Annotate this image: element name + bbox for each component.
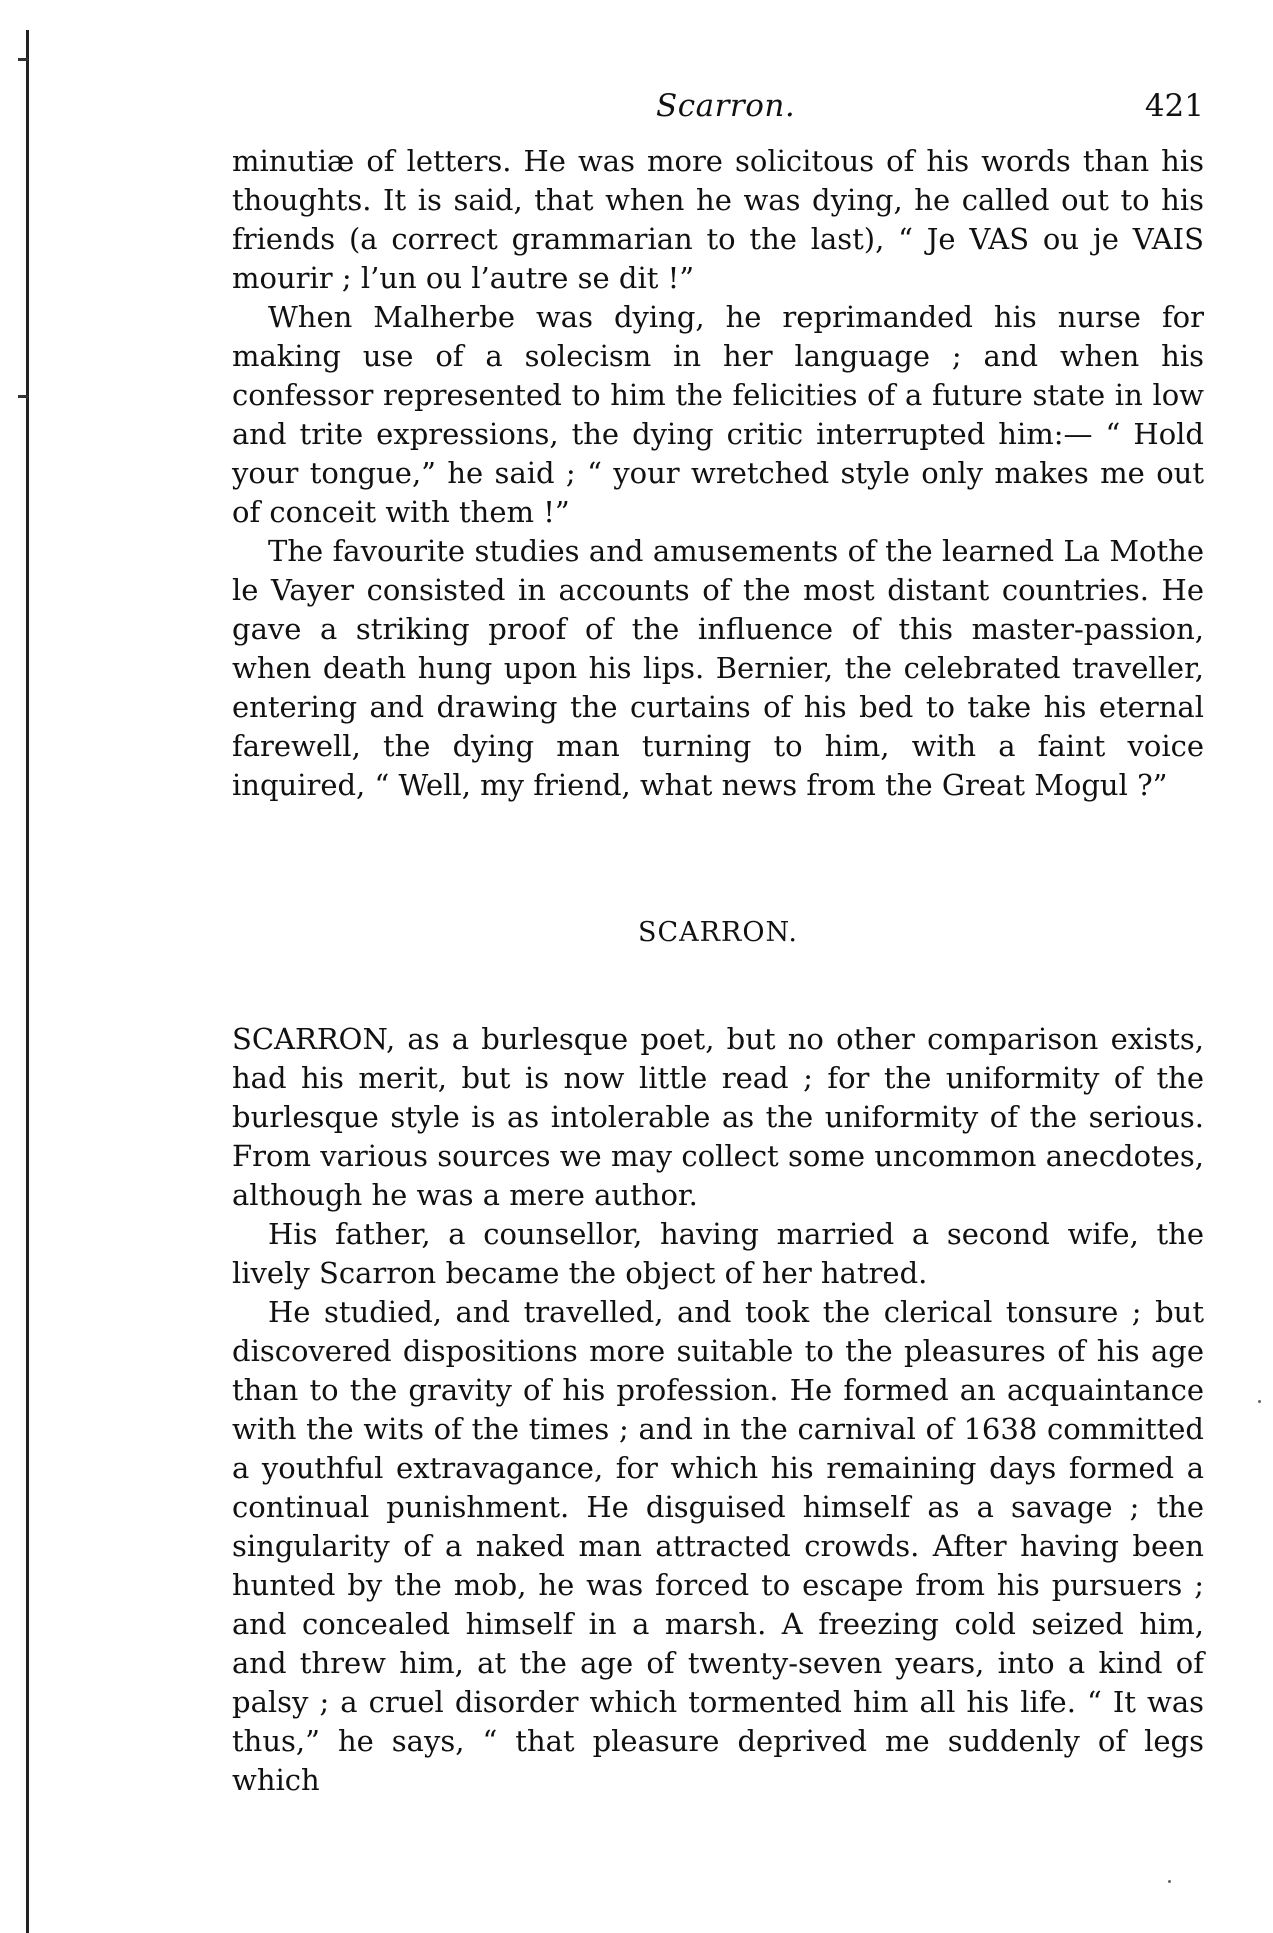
paragraph: SCARRON, as a burlesque poet, but no other comparison exists, had his merit, but is now little read ; for the uniformity of the burlesque style is as intolerable as the uniformity of the serious. From various sources we may collect some uncommon anecdotes, although he was a mere author. — [232, 1022, 1204, 1212]
page-number: 421 — [1144, 88, 1204, 124]
paragraph: When Malherbe was dying, he reprimanded his nurse for making use of a solecism in her language ; and when his confessor represented to him the felicities of a future state in low and trite expressions, the dying critic interrupted him:— “ Hold your tongue,” he said ; “ your wretched style only makes me out of conceit with them !” — [232, 300, 1204, 529]
page-header — [232, 78, 1204, 142]
body-text-section — [232, 1020, 1204, 1800]
body-text-top — [232, 142, 1204, 805]
spine-mark — [18, 395, 28, 398]
running-title: Scarron. — [656, 88, 796, 124]
paragraph: He studied, and travelled, and took the clerical tonsure ; but discovered dispositions more suitable to the pleasures of his age than to the gravity of his profession. He formed an acquaintance with the wits of the times ; and in the carnival of 1638 committed a youthful extravagance, for which his remaining days formed a continual punishment. He disguised himself as a savage ; the singularity of a naked man attracted crowds. After having been hunted by the mob, he was forced to escape from his pursuers ; and concealed himself in a marsh. A freezing cold seized him, and threw him, at the age of twenty-seven years, into a kind of palsy ; a cruel disorder which tormented him all his life. “ It was thus,” he says, “ that pleasure deprived me suddenly of legs which — [232, 1295, 1204, 1797]
paragraph: His father, a counsellor, having married a second wife, the lively Scarron became the object of her hatred. — [232, 1217, 1204, 1290]
paragraph: The favourite studies and amusements of the learned La Mothe le Vayer consisted in accounts of the most distant countries. He gave a striking proof of the influence of this master-passion, when death hung upon his lips. Bernier, the celebrated traveller, entering and drawing the curtains of his bed to take his eternal farewell, the dying man turning to him, with a faint voice inquired, “ Well, my friend, what news from the Great Mogul ?” — [232, 534, 1204, 802]
book-spine-edge — [26, 30, 29, 1933]
spine-mark — [18, 58, 28, 61]
scan-speck — [1168, 1880, 1171, 1883]
section-heading: SCARRON. — [638, 917, 798, 948]
paragraph: minutiæ of letters. He was more solicitous of his words than his thoughts. It is said, that when he was dying, he called out to his friends (a correct grammarian to the last), “ Je VAS ou je VAIS mourir ; l’un ou l’autre se dit !” — [232, 144, 1204, 295]
scan-speck — [1258, 1400, 1261, 1403]
book-page — [232, 78, 1204, 1800]
